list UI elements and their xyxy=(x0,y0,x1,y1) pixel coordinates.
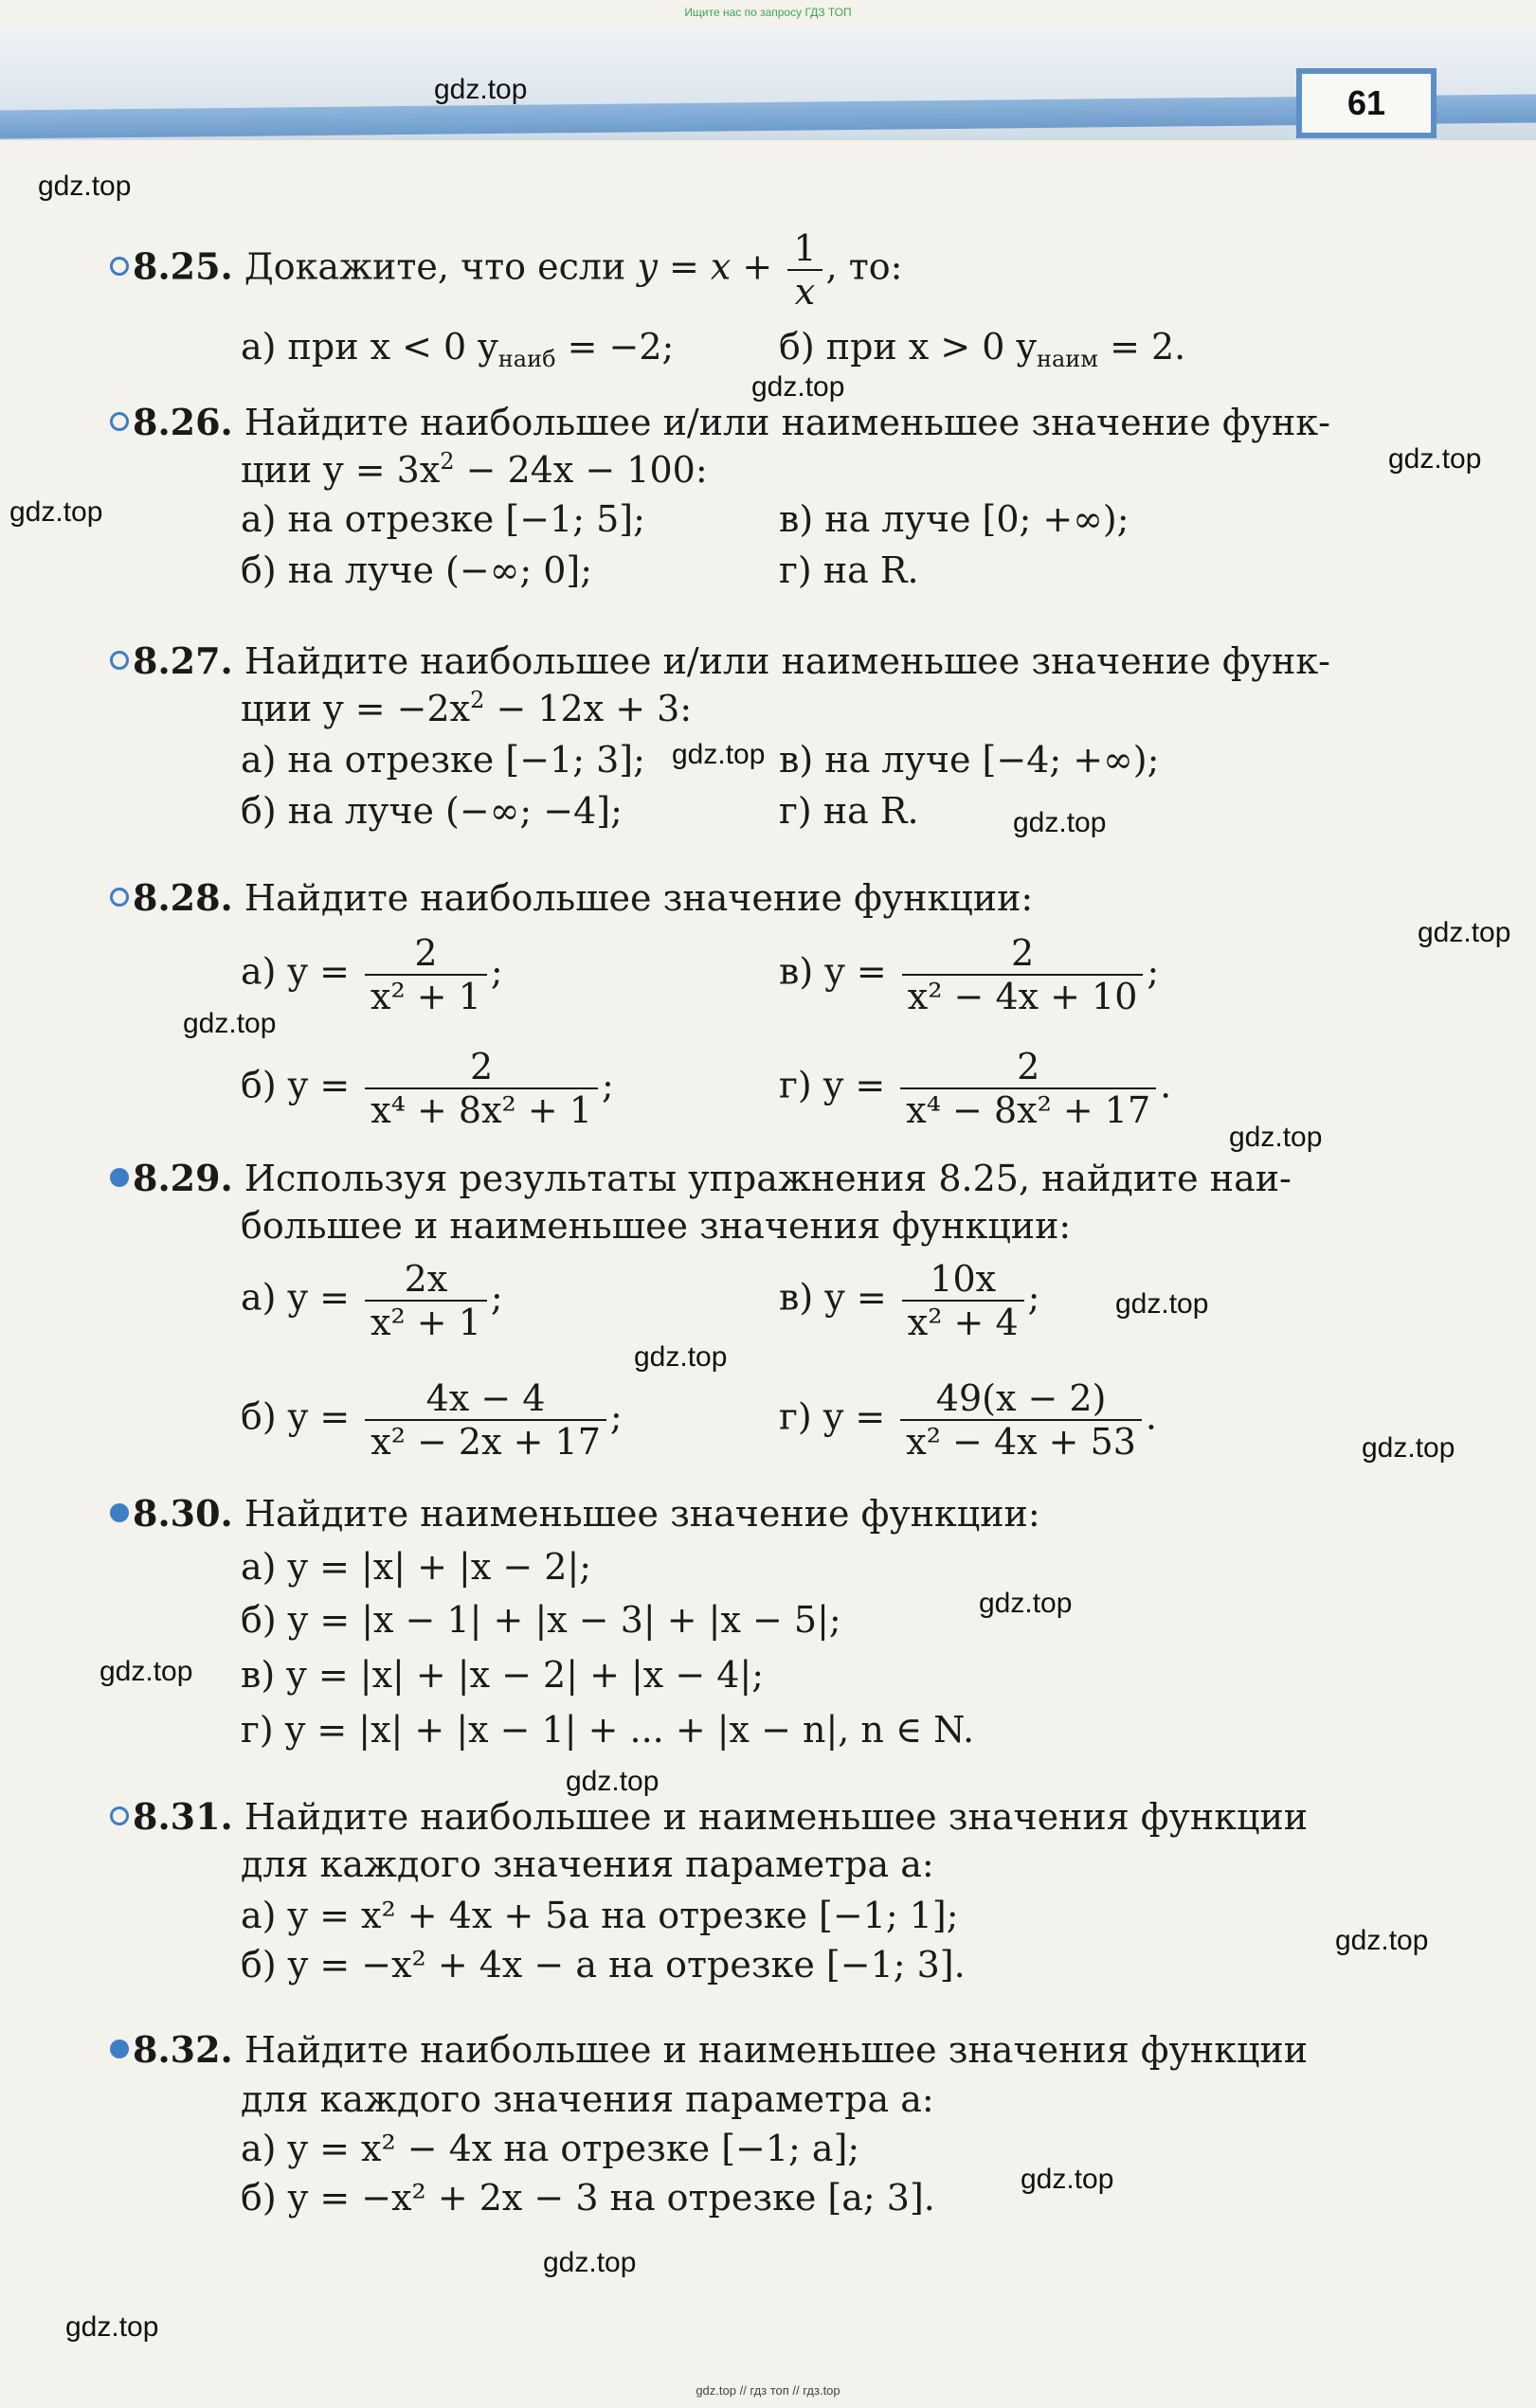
difficulty-filled-circle-icon xyxy=(110,1503,129,1522)
exercise-8-28-v: в) y = $\frac{2}{\text{x² − 4x + 10}}$ ; xyxy=(779,932,1160,1017)
fraction: $\frac{2x}{\text{x² + 1}}$ xyxy=(365,1258,487,1343)
exercise-8-32-a: а) y = x² − 4x на отрезке [−1; a]; xyxy=(241,2128,860,2169)
watermark: gdz.top xyxy=(1229,1122,1323,1153)
difficulty-open-circle-icon xyxy=(110,257,129,276)
difficulty-filled-circle-icon xyxy=(110,2040,129,2058)
exercise-8-27-b: б) на луче (−∞; −4]; xyxy=(241,790,623,832)
watermark: gdz.top xyxy=(1335,1925,1429,1956)
exercise-8-26-v: в) на луче [0; +∞); xyxy=(779,498,1129,540)
exercise-8-27-g: г) на R. xyxy=(779,790,919,832)
difficulty-open-circle-icon xyxy=(110,1806,129,1825)
top-note: Ищите нас по запросу ГДЗ ТОП xyxy=(684,6,852,19)
exercise-8-29-g: г) y = $\frac{49(x - 2)}{\text{x² − 4x + 53}}$ . xyxy=(779,1377,1158,1463)
exercise-8-28-g: г) y = $\frac{2}{\text{x⁴ − 8x² + 17}}$ . xyxy=(779,1046,1172,1131)
watermark: gdz.top xyxy=(566,1766,660,1797)
watermark: gdz.top xyxy=(1418,917,1511,948)
watermark: gdz.top xyxy=(183,1008,277,1039)
exercise-8-29-line2: большее и наименьшее значения функции: xyxy=(241,1205,1072,1247)
exercise-8-29-title: 8.29. Используя результаты упражнения 8.25, найдите наи- xyxy=(110,1158,1292,1199)
watermark: gdz.top xyxy=(672,739,766,770)
fraction: $\frac{2}{\text{x⁴ − 8x² + 17}}$ xyxy=(900,1046,1156,1131)
exercise-8-29-a: а) y = $\frac{2x}{\text{x² + 1}}$ ; xyxy=(241,1258,503,1343)
difficulty-open-circle-icon xyxy=(110,412,129,431)
exercise-8-32-b: б) y = −x² + 2x − 3 на отрезке [a; 3]. xyxy=(241,2177,935,2219)
watermark: gdz.top xyxy=(65,2311,159,2343)
exercise-8-30-a: а) y = |x| + |x − 2|; xyxy=(241,1546,592,1588)
exercise-8-31-title: 8.31. Найдите наибольшее и наименьшее значения функции xyxy=(110,1796,1308,1838)
fraction: $\frac{49(x - 2)}{\text{x² − 4x + 53}}$ xyxy=(900,1377,1142,1463)
exercise-8-29-v: в) y = $\frac{10x}{\text{x² + 4}}$ ; xyxy=(779,1258,1040,1343)
watermark: gdz.top xyxy=(1362,1432,1455,1464)
difficulty-open-circle-icon xyxy=(110,888,129,907)
watermark: gdz.top xyxy=(634,1341,728,1373)
exercise-8-27-title: 8.27. Найдите наибольшее и/или наименьшее значение функ- xyxy=(110,640,1330,682)
exercise-8-28-a: а) y = $\frac{2}{\text{x² + 1}}$ ; xyxy=(241,932,503,1017)
exercise-8-31-line2: для каждого значения параметра a: xyxy=(241,1843,934,1885)
watermark: gdz.top xyxy=(543,2247,637,2278)
exercise-8-30-g: г) y = |x| + |x − 1| + ... + |x − n|, n ∈ N. xyxy=(241,1709,975,1751)
watermark: gdz.top xyxy=(38,171,132,202)
page-number: 61 xyxy=(1296,68,1437,138)
watermark: gdz.top xyxy=(979,1588,1073,1619)
exercise-8-25-a: а) при x < 0 $y_{наиб} = -2$; xyxy=(241,326,675,372)
exercise-8-27-a: а) на отрезке [−1; 3]; xyxy=(241,739,645,781)
exercise-8-27-func: ции $y = -2x^2 - 12x + 3$: xyxy=(241,687,693,729)
exercise-8-25-title: 8.25. Докажите, что если y = x + $\frac{1}{x}$ , то: xyxy=(110,227,902,313)
fraction: $\frac{10x}{\text{x² + 4}}$ xyxy=(902,1258,1024,1343)
watermark: gdz.top xyxy=(99,1656,193,1687)
exercise-8-32-title: 8.32. Найдите наибольшее и наименьшее значения функции xyxy=(110,2029,1308,2071)
difficulty-open-circle-icon xyxy=(110,651,129,670)
exercise-8-26-func: ции $y = 3x^2 - 24x - 100$: xyxy=(241,448,708,491)
difficulty-filled-circle-icon xyxy=(110,1168,129,1187)
exercise-8-30-b: б) y = |x − 1| + |x − 3| + |x − 5|; xyxy=(241,1599,841,1641)
watermark: gdz.top xyxy=(751,371,845,403)
exercise-8-31-a: а) y = x² + 4x + 5a на отрезке [−1; 1]; xyxy=(241,1895,959,1936)
watermark: gdz.top xyxy=(1013,807,1107,838)
exercise-8-30-v: в) y = |x| + |x − 2| + |x − 4|; xyxy=(241,1654,765,1696)
fraction: $\frac{4x - 4}{\text{x² − 2x + 17}}$ xyxy=(365,1377,606,1463)
exercise-8-26-a: а) на отрезке [−1; 5]; xyxy=(241,498,645,540)
exercise-8-32-line2: для каждого значения параметра a: xyxy=(241,2078,934,2120)
exercise-8-30-title: 8.30. Найдите наименьшее значение функции: xyxy=(110,1493,1040,1535)
bottom-note: gdz.top // гдз топ // гдз.top xyxy=(696,2383,840,2398)
exercise-8-28-b: б) y = $\frac{2}{\text{x⁴ + 8x² + 1}}$ ; xyxy=(241,1046,614,1131)
exercise-8-28-title: 8.28. Найдите наибольшее значение функции: xyxy=(110,877,1033,919)
exercise-8-27-v: в) на луче [−4; +∞); xyxy=(779,739,1160,781)
fraction: $\frac{2}{\text{x⁴ + 8x² + 1}}$ xyxy=(365,1046,598,1131)
fraction: $\frac{2}{\text{x² − 4x + 10}}$ xyxy=(902,932,1144,1017)
fraction: $\frac{2}{\text{x² + 1}}$ xyxy=(365,932,487,1017)
exercise-8-26-title: 8.26. Найдите наибольшее и/или наименьшее значение функ- xyxy=(110,402,1330,443)
exercise-8-26-b: б) на луче (−∞; 0]; xyxy=(241,549,593,591)
exercise-8-31-b: б) y = −x² + 4x − a на отрезке [−1; 3]. xyxy=(241,1944,966,1986)
watermark: gdz.top xyxy=(434,74,528,105)
watermark: gdz.top xyxy=(1115,1288,1209,1320)
watermark: gdz.top xyxy=(9,496,103,528)
exercise-8-29-b: б) y = $\frac{4x - 4}{\text{x² − 2x + 17}}$ ; xyxy=(241,1377,623,1463)
fraction: $\frac{1}{x}$ xyxy=(787,227,822,313)
exercise-8-26-g: г) на R. xyxy=(779,549,919,591)
exercise-8-25-b: б) при x > 0 $y_{наим} = 2$. xyxy=(779,326,1186,372)
watermark: gdz.top xyxy=(1021,2164,1114,2195)
watermark: gdz.top xyxy=(1388,443,1482,475)
